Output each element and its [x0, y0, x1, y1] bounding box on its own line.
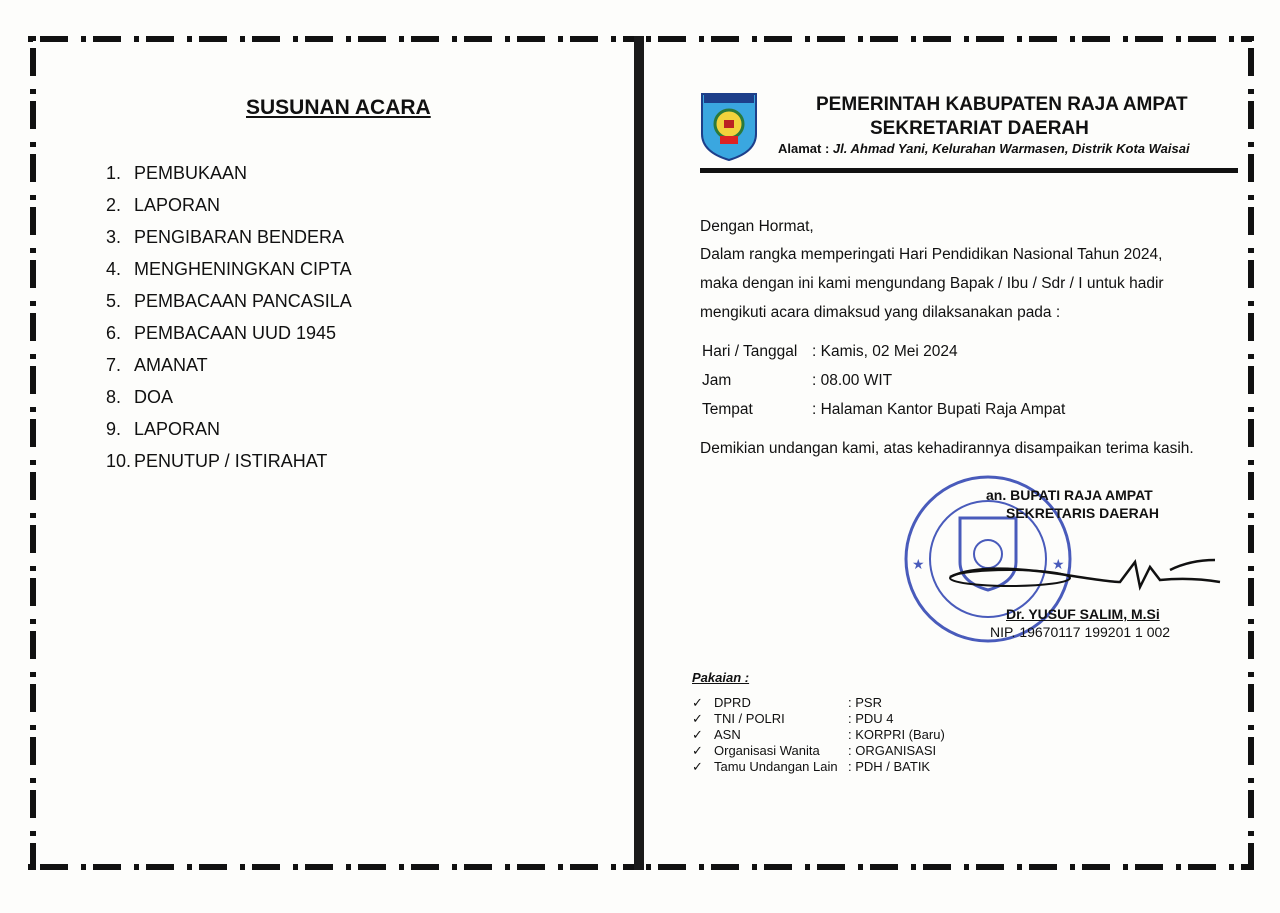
signatory-position: SEKRETARIS DAERAH	[1006, 505, 1159, 521]
agenda-text: DOA	[134, 387, 174, 407]
body-line-1: Dalam rangka memperingati Hari Pendidikan Nasional Tahun 2024,	[700, 246, 1163, 263]
left-border-left	[30, 36, 36, 870]
svg-text:★: ★	[1052, 556, 1065, 572]
check-icon: ✓	[692, 727, 703, 742]
attendee-group: TNI / POLRI	[714, 711, 785, 726]
agenda-item	[106, 258, 352, 290]
agenda-list	[106, 162, 352, 482]
agenda-item	[106, 162, 352, 194]
agenda-number: 10.	[106, 451, 132, 471]
header-government: PEMERINTAH KABUPATEN RAJA AMPAT	[816, 94, 1188, 115]
right-border-top	[646, 36, 1252, 42]
detail-value: : 08.00 WIT	[812, 372, 893, 389]
body-line-3: mengikuti acara dimaksud yang dilaksanakan pada :	[700, 304, 1061, 321]
attendee-group: ASN	[714, 727, 741, 742]
detail-value: : Kamis, 02 Mei 2024	[812, 343, 958, 360]
attire: : PDH / BATIK	[848, 759, 931, 774]
closing-line: Demikian undangan kami, atas kehadirannya disampaikan terima kasih.	[700, 440, 1194, 457]
agenda-number: 3.	[106, 227, 122, 247]
agenda-number: 5.	[106, 291, 122, 311]
agenda-text: LAPORAN	[134, 419, 221, 439]
agenda-item	[106, 450, 352, 482]
dress-code-item	[692, 759, 945, 775]
greeting: Dengan Hormat,	[700, 218, 814, 235]
check-icon: ✓	[692, 695, 703, 710]
left-border-bottom	[28, 864, 634, 870]
signatory-name: Dr. YUSUF SALIM, M.Si	[1006, 606, 1160, 622]
check-icon: ✓	[692, 759, 703, 774]
attire: : KORPRI (Baru)	[848, 727, 945, 742]
detail-row	[702, 372, 892, 390]
agenda-number: 6.	[106, 323, 122, 343]
raja-ampat-logo	[698, 90, 760, 162]
header-secretariat: SEKRETARIAT DAERAH	[870, 118, 1089, 139]
agenda-item	[106, 194, 352, 226]
svg-text:★: ★	[912, 556, 925, 572]
agenda-number: 4.	[106, 259, 122, 279]
detail-key: Tempat	[702, 401, 753, 418]
agenda-text: PENGIBARAN BENDERA	[134, 227, 345, 247]
agenda-text: PEMBUKAAN	[134, 163, 248, 183]
agenda-number: 2.	[106, 195, 122, 215]
attire: : PDU 4	[848, 711, 894, 726]
detail-row	[702, 401, 1065, 419]
detail-key: Jam	[702, 372, 732, 389]
body-line-2: maka dengan ini kami mengundang Bapak / Ibu / Sdr / I untuk hadir	[700, 275, 1164, 292]
attendee-group: Organisasi Wanita	[714, 743, 820, 758]
detail-value: : Halaman Kantor Bupati Raja Ampat	[812, 401, 1066, 418]
dress-code-item	[692, 727, 945, 743]
agenda-item	[106, 386, 352, 418]
dress-code-item	[692, 695, 945, 711]
check-icon: ✓	[692, 743, 703, 758]
agenda-item	[106, 322, 352, 354]
right-border-right	[1248, 36, 1254, 870]
agenda-title: SUSUNAN ACARA	[246, 96, 431, 119]
detail-key: Hari / Tanggal	[702, 343, 798, 360]
dress-code-label: Pakaian :	[692, 670, 750, 685]
signatory-nip: NIP. 19670117 199201 1 002	[990, 624, 1171, 640]
agenda-text: MENGHENINGKAN CIPTA	[134, 259, 352, 279]
agenda-item	[106, 226, 352, 258]
agenda-item	[106, 418, 352, 450]
page-fold-divider	[634, 36, 644, 870]
right-border-bottom	[646, 864, 1252, 870]
address-label: Alamat :	[778, 141, 833, 156]
signatory-title: an. BUPATI RAJA AMPAT	[986, 487, 1153, 503]
detail-row	[702, 343, 958, 361]
dress-code	[692, 670, 945, 775]
agenda-number: 8.	[106, 387, 122, 407]
agenda-text: LAPORAN	[134, 195, 221, 215]
agenda-text: PEMBACAAN UUD 1945	[134, 323, 337, 343]
attendee-group: DPRD	[714, 695, 751, 710]
dress-code-item	[692, 743, 945, 759]
left-border-top	[28, 36, 634, 42]
address-value: Jl. Ahmad Yani, Kelurahan Warmasen, Distrik Kota Waisai	[832, 141, 1190, 156]
attire: : PSR	[848, 695, 882, 710]
attendee-group: Tamu Undangan Lain	[714, 759, 838, 774]
dress-code-item	[692, 711, 945, 727]
agenda-text: AMANAT	[134, 355, 208, 375]
agenda-text: PEMBACAAN PANCASILA	[134, 291, 352, 311]
check-icon: ✓	[692, 711, 703, 726]
header-address	[778, 141, 1190, 156]
agenda-number: 9.	[106, 419, 122, 439]
agenda-item	[106, 290, 352, 322]
header-rule	[700, 168, 1238, 173]
agenda-number: 7.	[106, 355, 122, 375]
signature-scribble	[940, 552, 1230, 602]
agenda-item	[106, 354, 352, 386]
agenda-text: PENUTUP / ISTIRAHAT	[134, 451, 328, 471]
agenda-number: 1.	[106, 163, 122, 183]
attire: : ORGANISASI	[848, 743, 937, 758]
